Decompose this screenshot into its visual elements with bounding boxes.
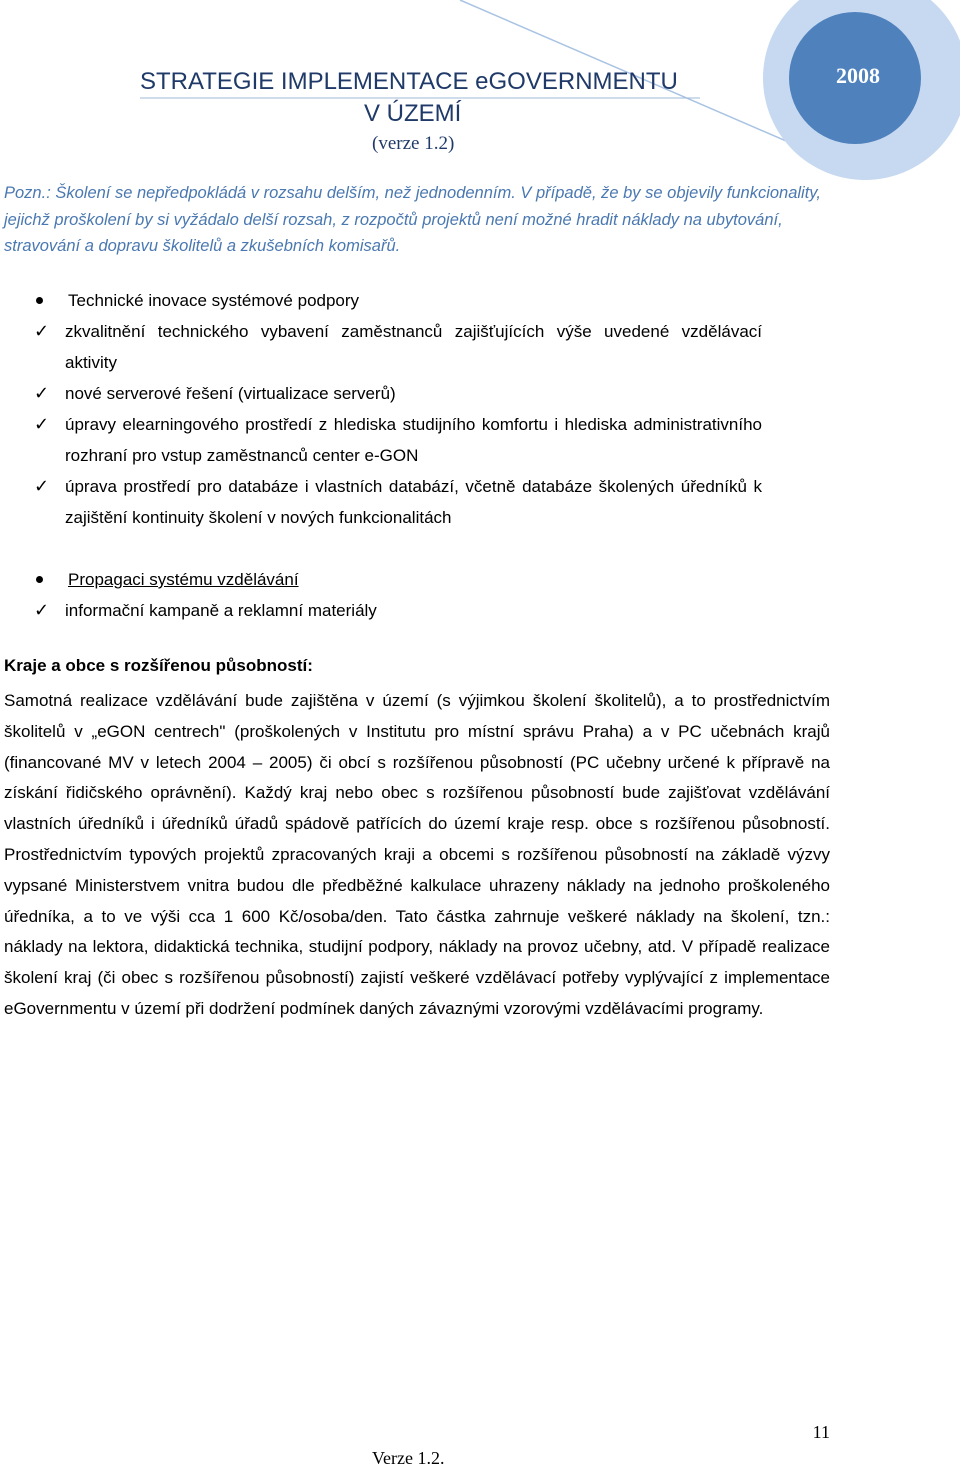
check-item-text: úpravy elearningového prostředí z hlediska studijního komfortu i hlediska administrativního rozhraní pro vstup zaměstnanců center e-GON: [65, 415, 762, 465]
title-line-1: STRATEGIE IMPLEMENTACE eGOVERNMENTU: [140, 68, 678, 95]
bullet-title: Technické inovace systémové podpory: [68, 291, 360, 310]
bullet-icon: [36, 297, 43, 304]
check-icon: ✓: [34, 600, 50, 620]
check-list: [0, 595, 960, 626]
check-icon: ✓: [34, 383, 50, 403]
check-item-text: nové serverové řešení (virtualizace serverů): [65, 384, 396, 403]
check-item-text: zkvalitnění technického vybavení zaměstnanců zajišťujících výše uvedené vzdělávací aktivity: [65, 322, 762, 372]
document-title: [140, 66, 700, 158]
bullet-icon: [36, 576, 43, 583]
check-icon: ✓: [34, 414, 50, 434]
body-paragraph: Samotná realizace vzdělávání bude zajištěna v území (s výjimkou školení školitelů), a to prostřednictvím školitelů v „eGON centrech" (proškolených v Institutu pro místní správu Praha) a v PC učebnách krajů (financované MV v letech 2004 – 2005) či obcí s rozšířenou působností (PC učebny určené k přípravě na získání řidičského oprávnění). Každý kraj nebo obec s rozšířenou působností bude zajišťovat vzdělávání vlastních úředníků i úředníků úřadů spádově patřících do území kraje resp. obce s rozšířenou působností. Prostřednictvím typových projektů zpracovaných kraji a obcemi s rozšířenou působností na základě výzvy vypsané Ministerstvem vnitra budou dle předběžné kalkulace uhrazeny náklady na jednoho proškoleného úředníka, a to ve výši cca 1 600 Kč/osoba/den. Tato částka zahrnuje veškeré náklady na školení, tzn.: náklady na lektora, didaktická technika, studijní podpory, náklady na provoz učebny, atd. V případě realizace školení kraj (či obec s rozšířenou působností) zajistí veškeré vzdělávací potřeby vyplývající z implementace eGovernmentu v území při dodržení podmínek daných závaznými vzorovými vzdělávacími programy.: [4, 691, 830, 1018]
bullet-list: [0, 286, 960, 626]
check-item: [0, 471, 762, 533]
title-line-2: V ÚZEMÍ: [364, 100, 462, 127]
section-heading: Kraje a obce s rozšířenou působností:: [4, 656, 313, 675]
footer-version: Verze 1.2.: [372, 1448, 445, 1468]
check-item: [0, 595, 762, 626]
page-number: 11: [812, 1422, 830, 1442]
check-icon: ✓: [34, 476, 50, 496]
check-list: [0, 316, 960, 533]
check-icon: ✓: [34, 321, 50, 341]
check-item: [0, 409, 762, 471]
year-badge: 2008: [836, 63, 880, 88]
document-version: (verze 1.2): [372, 133, 455, 154]
bullet-title: Propagaci systému vzdělávání: [68, 570, 299, 589]
check-item-text: informační kampaně a reklamní materiály: [65, 601, 377, 620]
note-paragraph: Pozn.: Školení se nepředpokládá v rozsahu delším, než jednodenním. V případě, že by se objevily funkcionality, jejichž proškolení by si vyžádalo delší rozsah, z rozpočtů projektů není možné hradit náklady na ubytování, stravování a dopravu školitelů a zkušebních komisařů.: [4, 184, 821, 255]
bullet-item: [0, 565, 960, 595]
bullet-item: [0, 286, 960, 316]
check-item: [0, 378, 762, 409]
check-item-text: úprava prostředí pro databáze i vlastních databází, včetně databáze školených úředníků k zajištění kontinuity školení v nových funkcionalitách: [65, 477, 762, 527]
check-item: [0, 316, 762, 378]
